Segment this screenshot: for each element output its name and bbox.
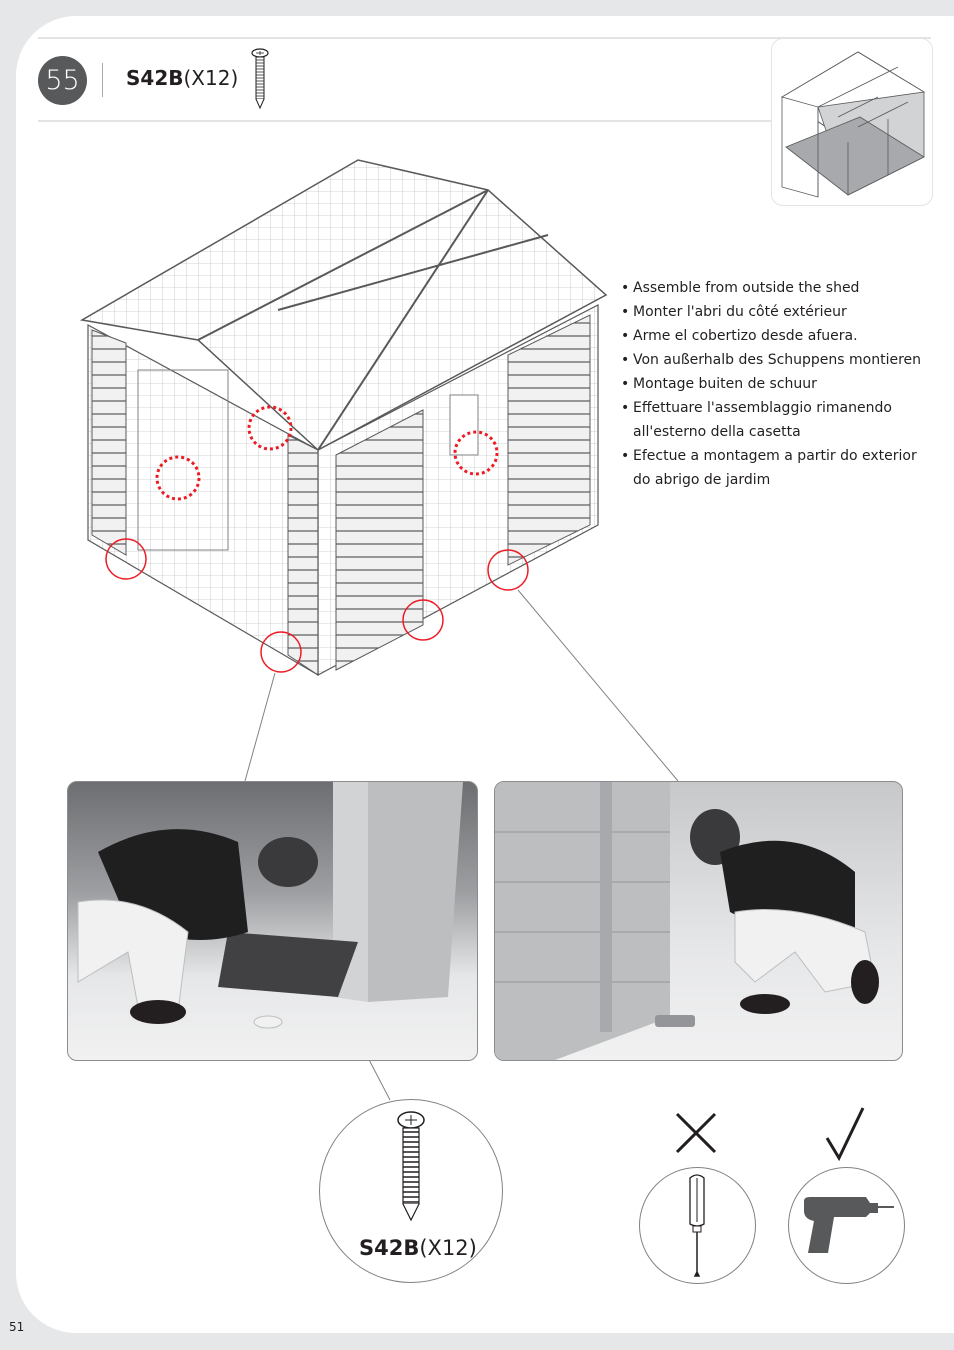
part-code: S42B bbox=[126, 66, 184, 90]
part-detail-qty: (X12) bbox=[419, 1236, 477, 1260]
part-qty: (X12) bbox=[183, 66, 239, 90]
instruction-de: • Von außerhalb des Schuppens montieren bbox=[621, 348, 921, 372]
part-detail-label bbox=[359, 1236, 477, 1260]
person-right-illustration bbox=[495, 782, 902, 1060]
photo-right-using-drill bbox=[494, 781, 903, 1061]
x-mark-icon bbox=[675, 1112, 717, 1154]
page-number: 51 bbox=[9, 1320, 25, 1334]
step-number-badge: 55 bbox=[38, 56, 87, 105]
instruction-en: • Assemble from outside the shed bbox=[621, 276, 921, 300]
instruction-list bbox=[621, 276, 921, 492]
check-mark-icon bbox=[825, 1106, 865, 1162]
instruction-fr: • Monter l'abri du côté extérieur bbox=[621, 300, 921, 324]
power-drill-icon bbox=[800, 1195, 896, 1257]
instruction-nl: • Montage buiten de schuur bbox=[621, 372, 921, 396]
instruction-it: • Effettuare l'assemblaggio rimanendo all'esterno della casetta bbox=[621, 396, 921, 444]
person-left-illustration bbox=[68, 782, 477, 1060]
part-detail-code: S42B bbox=[359, 1236, 420, 1260]
screwdriver-icon bbox=[686, 1174, 708, 1278]
screw-detail-icon bbox=[396, 1110, 426, 1222]
photo-left-installing-screws bbox=[67, 781, 478, 1061]
instruction-pt: • Efectue a montagem a partir do exterior do abrigo de jardim bbox=[621, 444, 921, 492]
instruction-es: • Arme el cobertizo desde afuera. bbox=[621, 324, 921, 348]
